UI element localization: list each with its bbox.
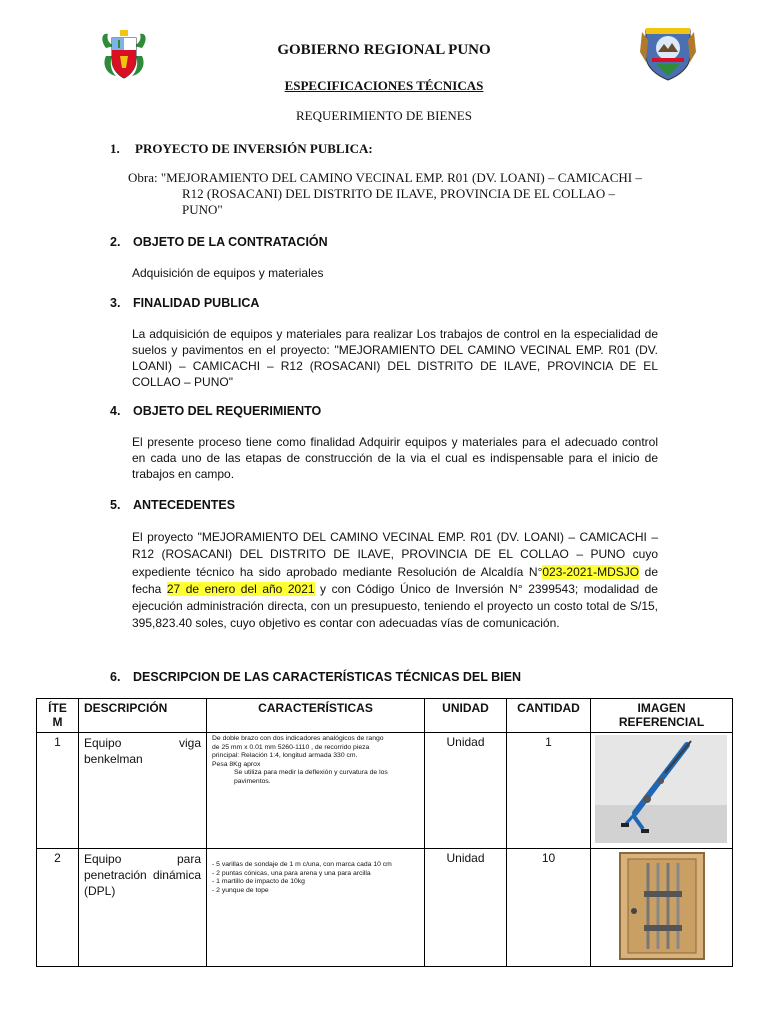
row-1-char-use: Se utiliza para medir la deflexión y curvatura de los pavimentos. <box>234 769 388 785</box>
row-2-char-item-1: - 5 varillas de sondaje de 1 m c/una, con marca cada 10 cm <box>212 861 392 868</box>
spec-title: ESPECIFICACIONES TÉCNICAS <box>284 78 484 93</box>
requirement-title: REQUERIMIENTO DE BIENES <box>296 108 472 123</box>
row-2-characteristics <box>207 849 425 967</box>
section-2-heading <box>110 235 328 249</box>
section-2-number: 2. <box>110 235 121 249</box>
row-1-description <box>79 733 207 849</box>
section-4-number: 4. <box>110 404 121 418</box>
row-2-description-a: Equipo para <box>84 852 201 866</box>
section-5-title: ANTECEDENTES <box>133 498 236 512</box>
background-text-c: y con Código Único de Inversión N° 2399543; modalidad de ejecución administración directa, con un presupuesto, teniendo el proyecto un costo total de S/15, 395,823.40 soles, cuyo objetivo es contar con adecuadas vías de comunicación. <box>132 581 658 631</box>
row-1-characteristics <box>207 733 425 849</box>
table-row <box>37 733 733 849</box>
row-1-char-line-1: De doble brazo con dos indicadores analógicos de rango <box>212 735 384 742</box>
row-1-quantity: 1 <box>507 733 591 849</box>
row-2-char-item-2: - 2 puntas cónicas, una para arena y una para arcilla <box>212 869 371 877</box>
row-1-char-line-4: Pesa 8Kg aprox <box>212 760 261 768</box>
project-name-line-2: R12 (ROSACANI) DEL DISTRITO DE ILAVE, PROVINCIA DE EL COLLAO – <box>182 186 615 201</box>
background-text-b: de fecha <box>132 564 658 596</box>
section-5-number: 5. <box>110 498 121 512</box>
section-6-number: 6. <box>110 670 121 684</box>
resolution-number-highlight: 023-2021-MDSJO <box>542 564 640 579</box>
row-2-char-item-3: - 1 martillo de impacto de 10kg <box>212 878 305 886</box>
section-3-text: La adquisición de equipos y materiales para realizar Los trabajos de control en la especialidad de suelos y pavimentos en el proyecto: "MEJORAMIENTO DEL CAMINO VECINAL EMP. R01 (DV. LOANI) – CAMICACHI – R12 (ROSACANI) DEL DISTRITO DE ILAVE, PROVINCIA DE EL COLLAO – PUNO" <box>132 327 658 389</box>
section-6-heading <box>110 670 521 684</box>
row-1-description-a: Equipo viga <box>84 736 201 750</box>
section-6-title: DESCRIPCION DE LAS CARACTERÍSTICAS TÉCNICAS DEL BIEN <box>133 670 521 684</box>
section-5-heading <box>110 498 235 512</box>
row-1-unit: Unidad <box>425 733 507 849</box>
row-2-description-c: (DPL) <box>84 884 116 898</box>
section-5-text <box>132 529 658 633</box>
row-2-unit: Unidad <box>425 849 507 967</box>
dpl-penetrometer-case-image <box>614 851 710 961</box>
section-1-number: 1. <box>110 141 120 156</box>
project-name-line-1: Obra: "MEJORAMIENTO DEL CAMINO VECINAL EMP. R01 (DV. LOANI) – CAMICACHI – <box>128 170 642 185</box>
row-1-char-line-2: de 25 mm x 0.01 mm 5260-1110 , de recorrido pieza <box>212 743 370 751</box>
header-item: ÍTE M <box>37 699 79 733</box>
header-quantity: CANTIDAD <box>507 699 591 733</box>
section-3-heading <box>110 296 259 310</box>
row-1-char-line-3: principal: Relación 1:4, longitud armada 330 cm. <box>212 752 358 760</box>
section-2-text: Adquisición de equipos y materiales <box>132 266 324 280</box>
row-2-char-item-4: - 2 yunque de tope <box>212 886 269 894</box>
section-3-title: FINALIDAD PUBLICA <box>133 296 260 310</box>
row-1-description-b: benkelman <box>84 752 143 766</box>
benkelman-beam-image <box>595 735 727 843</box>
table-header-row <box>37 699 733 733</box>
technical-specs-table <box>36 698 733 967</box>
section-2-title: OBJETO DE LA CONTRATACIÓN <box>133 235 328 249</box>
section-4-heading <box>110 404 321 418</box>
header-characteristics: CARACTERÍSTICAS <box>207 699 425 733</box>
row-2-item: 2 <box>37 849 79 967</box>
section-1-heading <box>110 141 373 157</box>
row-1-image-cell <box>591 733 733 849</box>
section-3-number: 3. <box>110 296 121 310</box>
header-unit: UNIDAD <box>425 699 507 733</box>
row-1-item: 1 <box>37 733 79 849</box>
approval-date-highlight: 27 de enero del año 2021 <box>166 581 315 596</box>
background-text-a: El proyecto "MEJORAMIENTO DEL CAMINO VECINAL EMP. R01 (DV. LOANI) – CAMICACHI – R12 (ROSACANI) DEL DISTRITO DE ILAVE, PROVINCIA DE EL COLLAO – PUNO cuyo expediente técnico ha sido aprobado mediante Resolución de Alcaldía N° <box>132 530 658 579</box>
row-2-image-cell <box>591 849 733 967</box>
section-4-text: El presente proceso tiene como finalidad Adquirir equipos y materiales para el adecuado control en cada uno de las etapas de construcción de la via el cual es indispensable para el inicio de trabajos en campo. <box>132 435 658 481</box>
project-name-line-3: PUNO" <box>182 202 223 217</box>
row-2-description <box>79 849 207 967</box>
project-name <box>128 170 658 218</box>
section-4-title: OBJETO DEL REQUERIMIENTO <box>133 404 322 418</box>
table-row <box>37 849 733 967</box>
header-description: DESCRIPCIÓN <box>79 699 207 733</box>
row-2-quantity: 10 <box>507 849 591 967</box>
document-title: GOBIERNO REGIONAL PUNO <box>277 42 491 58</box>
header-image: IMAGEN REFERENCIAL <box>591 699 733 733</box>
section-1-title: PROYECTO DE INVERSIÓN PUBLICA: <box>135 141 373 156</box>
row-2-description-b: penetración dinámica <box>84 868 201 882</box>
